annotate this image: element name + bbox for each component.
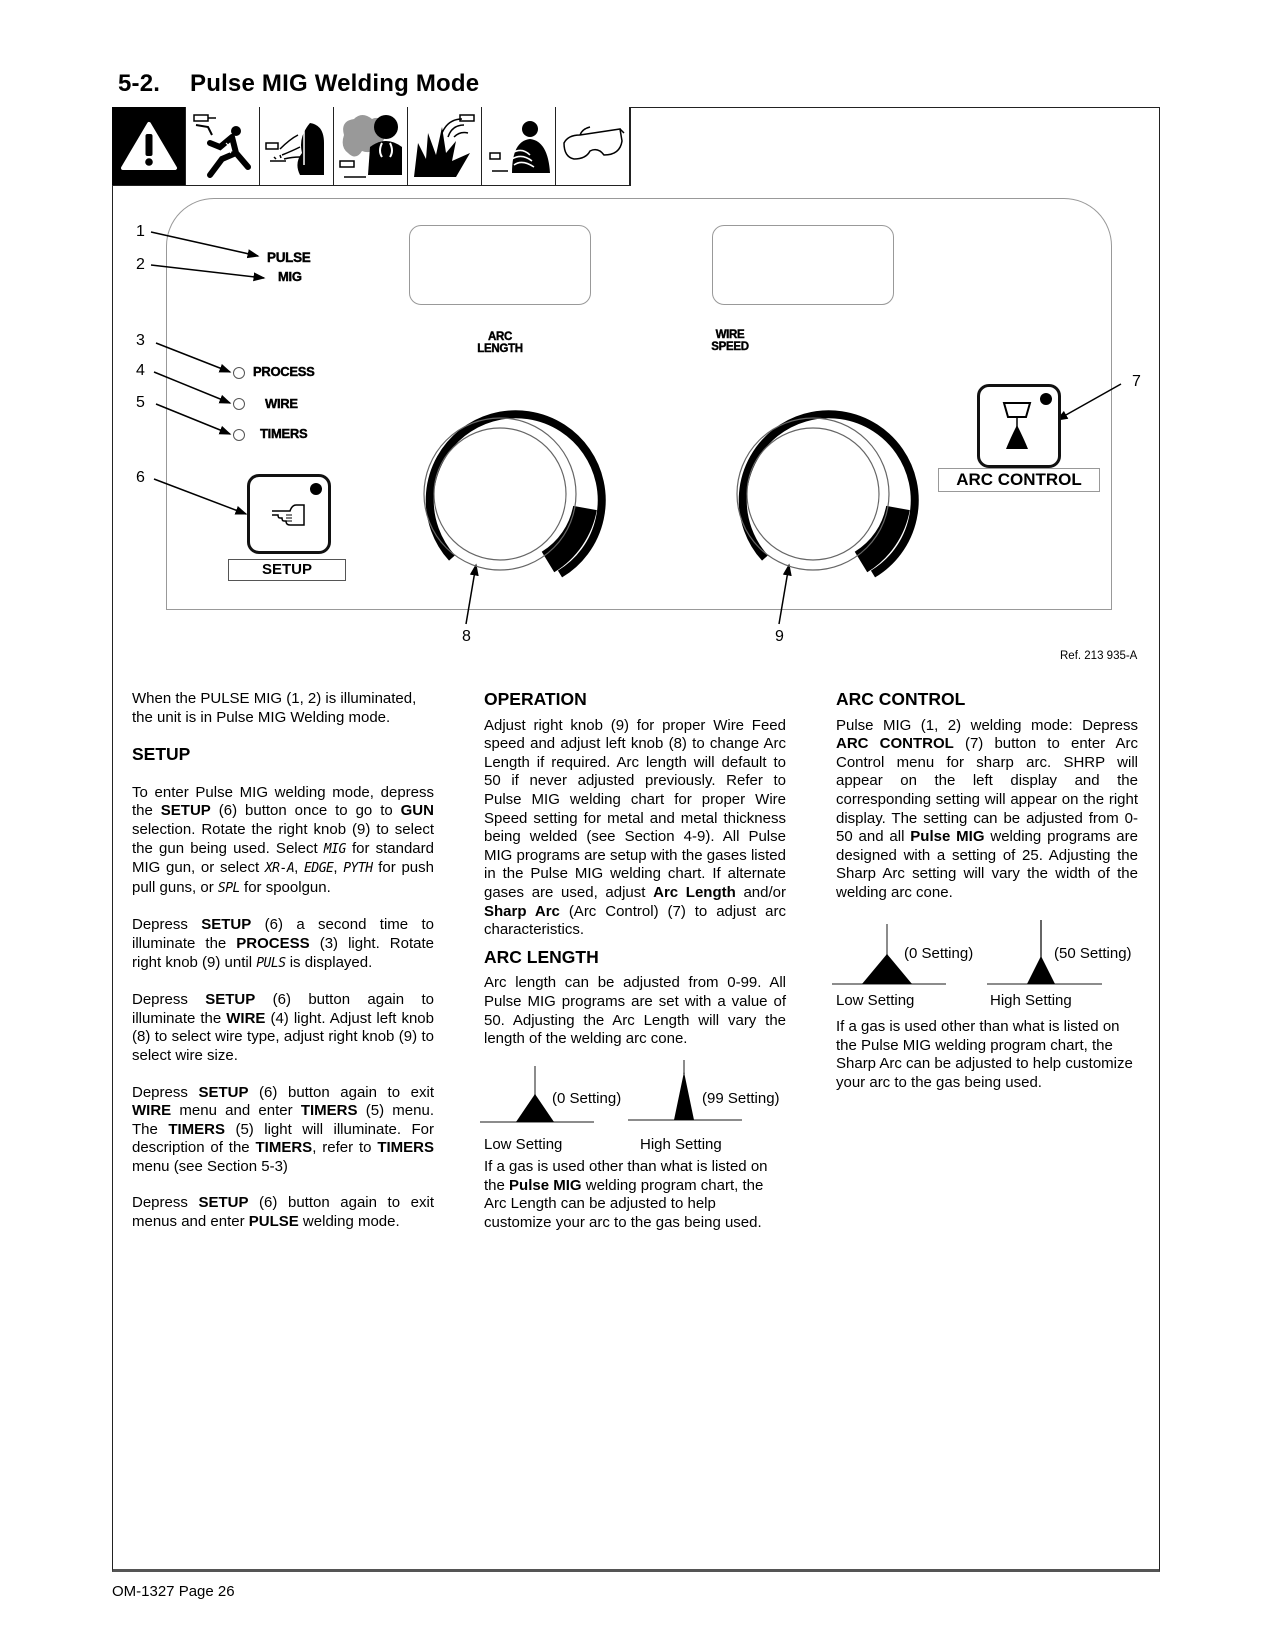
pointing-hand-icon — [270, 499, 310, 531]
wire-label: WIRE — [265, 396, 298, 411]
callout-leader-lines — [0, 0, 1275, 700]
arc-length-low-label: Low Setting — [484, 1136, 563, 1153]
wire-speed-knob[interactable] — [723, 396, 923, 596]
wire-led — [233, 398, 245, 410]
setup-paragraph-1: To enter Pulse MIG welding mode, depress the SETUP (6) button once to go to GUN selection. Rotate the right knob (9) to select the gun being used. Select MIG for standard MIG gun, or select XR-A, EDGE, PYTH for push pull guns, or SPL for spoolgun. — [132, 783, 434, 896]
arc-length-paragraph: Arc length can be adjusted from 0-99. All Pulse MIG programs are set with a value of 50. Adjusting the Arc Length will vary the length of the welding arc cone. — [484, 974, 786, 1048]
arc-cone-icon — [1002, 399, 1032, 451]
sharp-arc-low-label: Low Setting — [836, 992, 915, 1009]
column-arc-control — [836, 690, 1138, 921]
arc-length-label-line2: LENGTH — [477, 343, 523, 355]
pulse-indicator-label: PULSE — [267, 250, 311, 265]
arc-control-paragraph: Pulse MIG (1, 2) welding mode: Depress ARC CONTROL (7) button to enter Arc Control menu for sharp arc. SHRP will appear on the left display and the corresponding setting will appear on the right display. The setting can be adjusted from 0-50 and all Pulse MIG welding programs are designed with a setting of 25. Adjusting the Sharp Arc setting will vary the width of the welding arc cone. — [836, 716, 1138, 901]
arc-length-high-label: High Setting — [640, 1136, 722, 1153]
process-label: PROCESS — [253, 364, 315, 379]
timers-label: TIMERS — [260, 426, 308, 441]
left-display — [409, 225, 591, 305]
operation-heading: OPERATION — [484, 689, 587, 709]
callout-3: 3 — [136, 332, 145, 349]
display-code-edge: EDGE — [304, 861, 334, 877]
callout-9: 9 — [775, 628, 784, 645]
timers-led — [233, 429, 245, 441]
callout-5: 5 — [136, 394, 145, 411]
display-code-pyth: PYTH — [343, 861, 373, 877]
process-led — [233, 367, 245, 379]
column-setup — [132, 690, 434, 1250]
arc-control-button-label: ARC CONTROL — [938, 468, 1100, 492]
setup-button[interactable] — [247, 474, 331, 554]
callout-1: 1 — [136, 223, 145, 240]
display-code-puls: PULS — [256, 955, 286, 971]
page-footer: OM-1327 Page 26 — [112, 1583, 235, 1600]
wire-speed-knob-label — [700, 329, 760, 353]
setup-paragraph-3: Depress SETUP (6) button again to illuminate the WIRE (4) light. Adjust left knob (8) to select wire type, adjust right knob (9) to select wire size. — [132, 991, 434, 1064]
callout-4: 4 — [136, 362, 145, 379]
callout-6: 6 — [136, 469, 145, 486]
callout-7: 7 — [1132, 373, 1141, 390]
arc-length-label-line1: ARC — [487, 331, 512, 343]
arc-control-heading: ARC CONTROL — [836, 689, 966, 709]
operation-paragraph: Adjust right knob (9) for proper Wire Feed speed and adjust left knob (8) to change Arc Length if required. Arc length will default to 50 if never adjusted previously. Refer to Pulse MIG welding chart for proper Wire Speed setting for metal and metal thickness being welded (see Section 4-9). All Pulse MIG programs are setup with the gases listed in the Pulse MIG welding chart. If alternate gases are used, adjust Arc Length and/or Sharp Arc (Arc Control) (7) to adjust arc characteristics. — [484, 716, 786, 939]
arc-control-button[interactable] — [977, 384, 1061, 468]
wire-speed-label-line1: WIRE — [715, 329, 745, 341]
figure-reference: Ref. 213 935-A — [1060, 650, 1138, 662]
sharp-arc-gas-note — [836, 1018, 1138, 1110]
wire-speed-label-line2: SPEED — [711, 341, 749, 353]
intro-paragraph: When the PULSE MIG (1, 2) is illuminated, the unit is in Pulse MIG Welding mode. — [132, 690, 417, 726]
callout-2: 2 — [136, 256, 145, 273]
arc-control-indicator-led — [1040, 393, 1052, 405]
display-code-mig: MIG — [323, 841, 346, 857]
section-number: 5-2. — [118, 70, 161, 97]
arc-length-heading: ARC LENGTH — [484, 946, 599, 967]
arc-length-low-value: (0 Setting) — [552, 1090, 622, 1107]
sharp-arc-high-label: High Setting — [990, 992, 1072, 1009]
column-operation — [484, 690, 786, 1067]
sharp-arc-diagram — [832, 920, 1142, 1020]
sharp-arc-gas-note-text: If a gas is used other than what is listed on the Pulse MIG welding program chart, the Sharp Arc can be adjusted to help customize your arc to the gas being used. — [836, 1018, 1133, 1091]
display-code-xra: XR-A — [264, 861, 295, 877]
arc-length-knob-label — [470, 331, 530, 355]
arc-length-gas-note — [484, 1158, 786, 1250]
setup-paragraph-4: Depress SETUP (6) button again to exit WIRE menu and enter TIMERS (5) menu. The TIMERS (5) light will illuminate. For description of the TIMERS, refer to TIMERS menu (see Section 5-3) — [132, 1083, 435, 1175]
arc-length-diagram — [480, 1060, 790, 1160]
display-code-spl: SPL — [217, 880, 240, 896]
setup-heading: SETUP — [132, 744, 191, 765]
setup-paragraph-2: Depress SETUP (6) a second time to illuminate the PROCESS (3) light. Rotate right knob (9) until PULS is displayed. — [132, 916, 434, 971]
sharp-arc-high-value: (50 Setting) — [1054, 945, 1132, 962]
setup-indicator-led — [310, 483, 322, 495]
setup-paragraph-5: Depress SETUP (6) button again to exit menus and enter PULSE welding mode. — [132, 1194, 434, 1231]
setup-button-label: SETUP — [228, 559, 346, 581]
right-display — [712, 225, 894, 305]
arc-length-high-value: (99 Setting) — [702, 1090, 780, 1107]
callout-8: 8 — [462, 628, 471, 645]
section-title: Pulse MIG Welding Mode — [190, 70, 480, 97]
arc-length-gas-note-text: If a gas is used other than what is listed on the Pulse MIG welding program chart, the Arc Length can be adjusted to help customize your arc to the gas being used. — [484, 1158, 768, 1231]
sharp-arc-low-value: (0 Setting) — [904, 945, 974, 962]
arc-length-knob[interactable] — [410, 396, 610, 596]
mig-indicator-label: MIG — [278, 269, 302, 284]
